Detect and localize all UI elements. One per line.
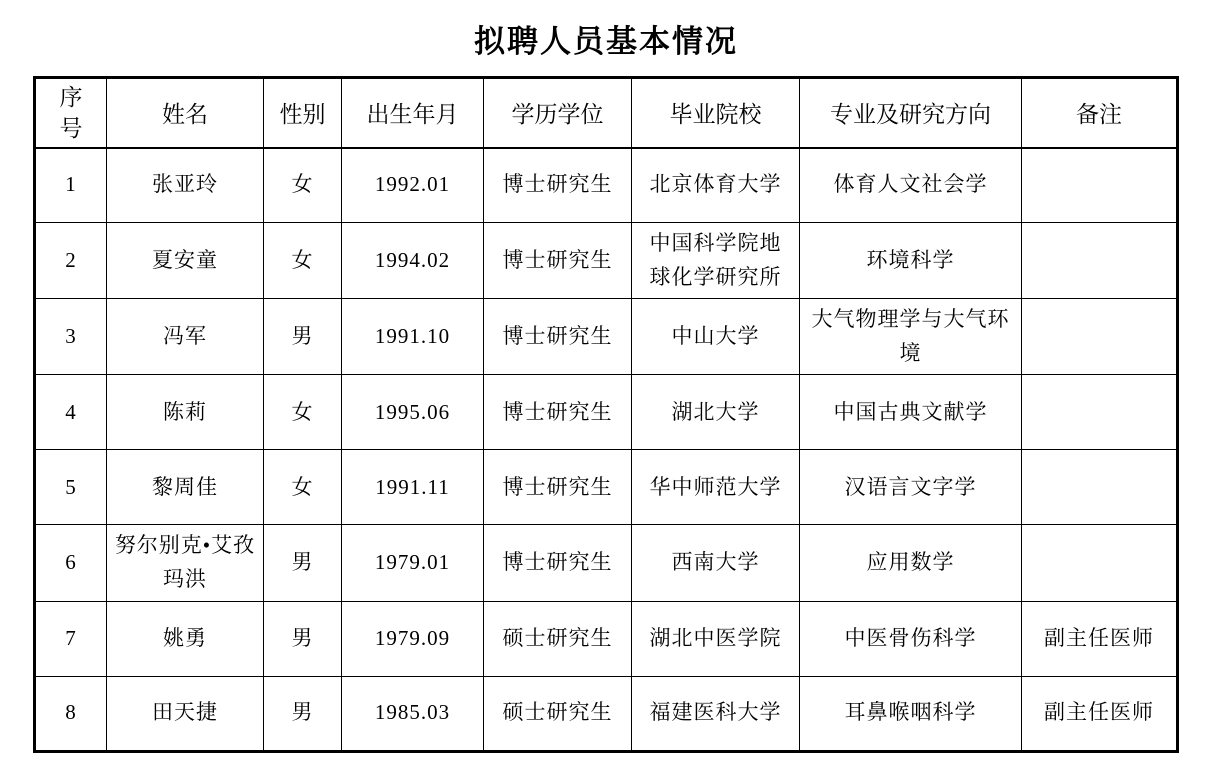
- cell-major: 应用数学: [800, 525, 1022, 601]
- cell-remarks: [1022, 299, 1178, 375]
- column-header-school: 毕业院校: [632, 78, 800, 148]
- cell-index: 2: [35, 223, 107, 299]
- cell-index: 5: [35, 450, 107, 525]
- cell-school: 华中师范大学: [632, 450, 800, 525]
- column-header-index-label: 序号: [59, 83, 83, 141]
- cell-remarks: 副主任医师: [1022, 601, 1178, 676]
- cell-name: 努尔别克•艾孜玛洪: [107, 525, 264, 601]
- cell-index: 8: [35, 676, 107, 751]
- header-row: [35, 78, 1178, 148]
- cell-name: 姚勇: [107, 601, 264, 676]
- cell-major: 大气物理学与大气环境: [800, 299, 1022, 375]
- cell-gender: 女: [264, 223, 342, 299]
- cell-birthdate: 1985.03: [342, 676, 484, 751]
- cell-remarks: 副主任医师: [1022, 676, 1178, 751]
- cell-birthdate: 1995.06: [342, 375, 484, 450]
- cell-name: 陈莉: [107, 375, 264, 450]
- column-header-birthdate: 出生年月: [342, 78, 484, 148]
- cell-gender: 男: [264, 525, 342, 601]
- cell-degree: 博士研究生: [484, 525, 632, 601]
- cell-name: 冯军: [107, 299, 264, 375]
- table-row: [35, 676, 1178, 751]
- cell-gender: 男: [264, 299, 342, 375]
- cell-birthdate: 1994.02: [342, 223, 484, 299]
- column-header-degree: 学历学位: [484, 78, 632, 148]
- cell-degree: 博士研究生: [484, 299, 632, 375]
- cell-index: 1: [35, 148, 107, 223]
- cell-major: 中医骨伤科学: [800, 601, 1022, 676]
- table-row: [35, 450, 1178, 525]
- cell-school: 中国科学院地球化学研究所: [632, 223, 800, 299]
- cell-school: 湖北中医学院: [632, 601, 800, 676]
- cell-birthdate: 1991.11: [342, 450, 484, 525]
- cell-birthdate: 1991.10: [342, 299, 484, 375]
- table-row: [35, 223, 1178, 299]
- cell-gender: 女: [264, 450, 342, 525]
- table-row: [35, 601, 1178, 676]
- cell-degree: 硕士研究生: [484, 676, 632, 751]
- cell-school: 北京体育大学: [632, 148, 800, 223]
- table-row: [35, 525, 1178, 601]
- column-header-gender: 性别: [264, 78, 342, 148]
- cell-major: 耳鼻喉咽科学: [800, 676, 1022, 751]
- cell-major: 中国古典文献学: [800, 375, 1022, 450]
- cell-major: 汉语言文字学: [800, 450, 1022, 525]
- cell-gender: 男: [264, 601, 342, 676]
- cell-birthdate: 1992.01: [342, 148, 484, 223]
- cell-remarks: [1022, 450, 1178, 525]
- column-header-index: [35, 78, 107, 148]
- cell-school: 湖北大学: [632, 375, 800, 450]
- cell-remarks: [1022, 148, 1178, 223]
- cell-degree: 博士研究生: [484, 450, 632, 525]
- cell-index: 4: [35, 375, 107, 450]
- cell-remarks: [1022, 223, 1178, 299]
- cell-birthdate: 1979.09: [342, 601, 484, 676]
- cell-gender: 女: [264, 375, 342, 450]
- cell-remarks: [1022, 375, 1178, 450]
- column-header-name: 姓名: [107, 78, 264, 148]
- cell-school: 西南大学: [632, 525, 800, 601]
- cell-gender: 男: [264, 676, 342, 751]
- cell-remarks: [1022, 525, 1178, 601]
- cell-name: 张亚玲: [107, 148, 264, 223]
- cell-index: 3: [35, 299, 107, 375]
- cell-degree: 博士研究生: [484, 375, 632, 450]
- cell-index: 7: [35, 601, 107, 676]
- cell-name: 田天捷: [107, 676, 264, 751]
- candidates-table: [33, 76, 1179, 753]
- cell-degree: 硕士研究生: [484, 601, 632, 676]
- table-row: [35, 299, 1178, 375]
- cell-birthdate: 1979.01: [342, 525, 484, 601]
- column-header-remarks: 备注: [1022, 78, 1178, 148]
- column-header-major: 专业及研究方向: [800, 78, 1022, 148]
- cell-gender: 女: [264, 148, 342, 223]
- cell-school: 福建医科大学: [632, 676, 800, 751]
- page-title: 拟聘人员基本情况: [474, 24, 738, 60]
- table-row: [35, 375, 1178, 450]
- cell-name: 夏安童: [107, 223, 264, 299]
- cell-index: 6: [35, 525, 107, 601]
- cell-name: 黎周佳: [107, 450, 264, 525]
- cell-major: 体育人文社会学: [800, 148, 1022, 223]
- cell-major: 环境科学: [800, 223, 1022, 299]
- cell-degree: 博士研究生: [484, 148, 632, 223]
- table-row: [35, 148, 1178, 223]
- cell-school: 中山大学: [632, 299, 800, 375]
- cell-degree: 博士研究生: [484, 223, 632, 299]
